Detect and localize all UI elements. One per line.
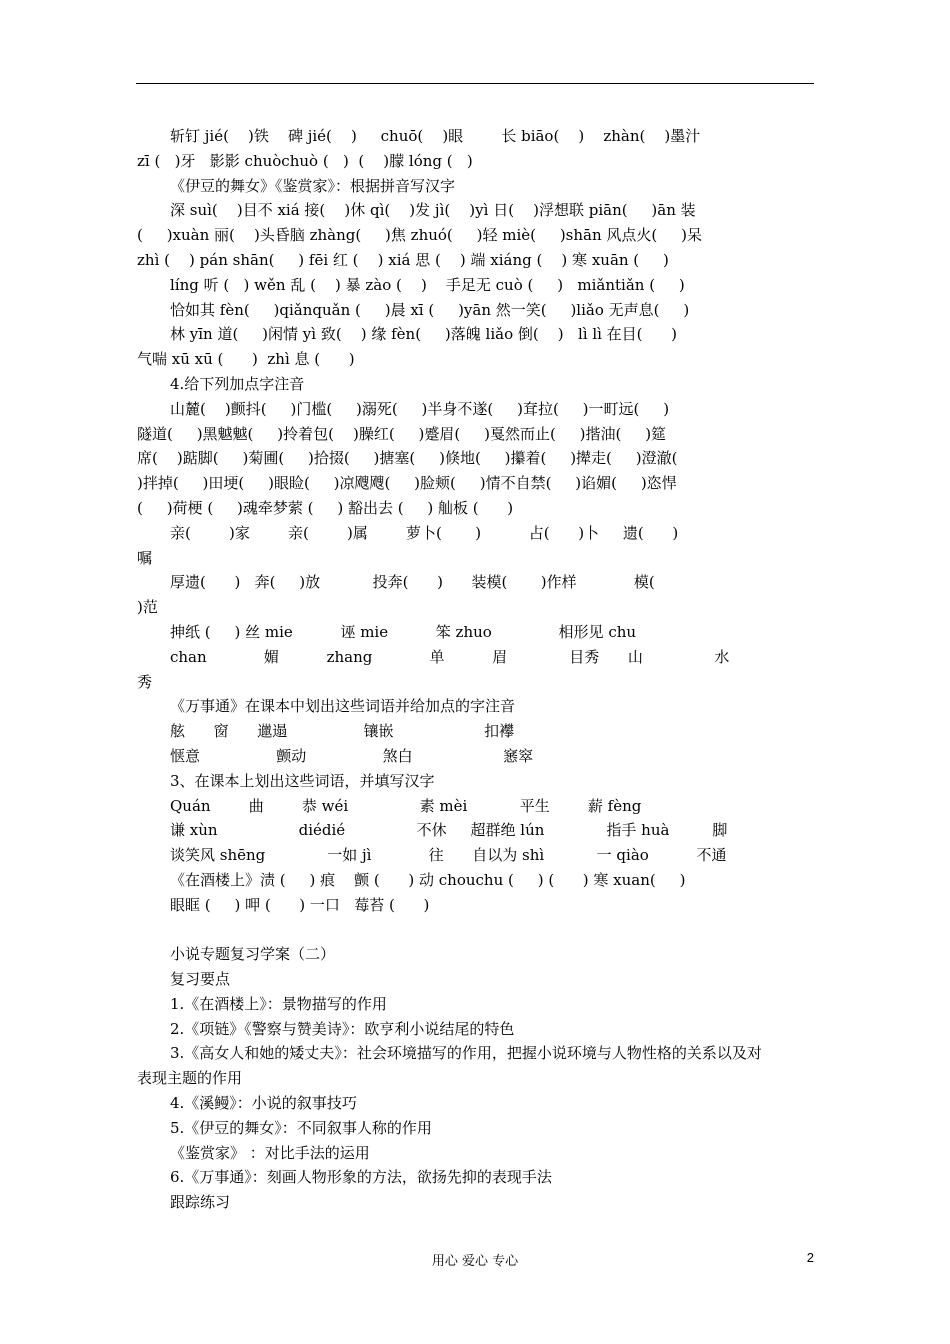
text-line: ( )荷梗 ( )魂牵梦萦 ( ) 豁出去 ( ) 舢板 ( ) [137, 498, 514, 517]
text-line: 恰如其 fèn( )qiǎnquǎn ( )晨 xī ( )yān 然一笑( )liǎo 无声息( ) [170, 300, 690, 319]
text-line: 惬意 颤动 煞白 窸窣 [170, 746, 534, 765]
text-line: Quán 曲 恭 wéi 素 mèi 平生 薪 fèng [170, 796, 642, 815]
text-line: 斩钉 jié( )铁 碑 jié( ) chuō( )眼 长 biāo( ) zhàn( )墨汁 [170, 127, 701, 145]
text-line: zī ( )牙 影影 chuòchuò ( ) ( )朦 lóng ( ) [137, 151, 473, 170]
text-line: 跟踪练习 [170, 1193, 231, 1212]
text-line: 表现主题的作用 [137, 1069, 243, 1088]
header-rule [136, 83, 814, 84]
document-body [137, 124, 814, 1215]
text-line: 厚遗( ) 奔( )放 投奔( ) 装模( )作样 模( [170, 573, 655, 592]
text-line: 秀 [137, 672, 153, 691]
text-line: 席( )踮脚( )菊圃( )拾掇( )搪塞( )倏地( )攥着( )撵走( )澄澈( [137, 449, 678, 468]
text-line: 6.《万事通》：刻画人物形象的方法，欲扬先抑的表现手法 [170, 1168, 552, 1187]
text-line: líng 听 ( ) wěn 乱 ( ) 暴 zào ( ) 手足无 cuò ( ) miǎntiǎn ( ) [170, 275, 685, 294]
text-line: 山麓( )颤抖( )门槛( )溺死( )半身不遂( )耷拉( )一町远( ) [170, 399, 670, 418]
text-line: chan 媚 zhang 单 眉 目秀 山 水 [170, 647, 730, 666]
text-line: 小说专题复习学案（二） [170, 945, 336, 964]
text-line: 4.《溪鳗》：小说的叙事技巧 [170, 1094, 357, 1113]
footer-motto: 用心 爱心 专心 [431, 1254, 519, 1269]
text-line: zhì ( ) pán shān( ) fēi 红 ( ) xiá 思 ( ) 端 xiáng ( ) 寒 xuān ( ) [137, 250, 669, 269]
text-line: 林 yīn 道( )闲情 yì 致( ) 缘 fèn( )落魄 liǎo 倒( ) lì lì 在目( ) [170, 325, 677, 344]
text-line: 3.《高女人和她的矮丈夫》：社会环境描写的作用，把握小说环境与人物性格的关系以及对 [170, 1044, 762, 1063]
text-line: 3、在课本上划出这些词语，并填写汉字 [170, 771, 435, 790]
text-line: 舷 窗 邋遢 镶嵌 扣襻 [170, 722, 515, 741]
text-line: )拌掉( )田埂( )眼睑( )凉飕飕( )脸颊( )情不自禁( )谄媚( )恣悍 [137, 474, 677, 493]
text-line: 4.给下列加点字注音 [170, 374, 305, 393]
text-line: 谈笑风 shēng 一如 jì 往 自以为 shì 一 qiào 不通 [170, 846, 727, 865]
text-line: 5.《伊豆的舞女》：不同叙事人称的作用 [170, 1118, 432, 1137]
text-line: 眼眶 ( ) 呷 ( ) 一口 莓苔 ( ) [170, 895, 430, 914]
text-line: 亲( )家 亲( )属 萝卜( ) 占( )卜 遗( ) [170, 523, 679, 542]
text-line: 《在酒楼上》渍 ( ) 痕 颤 ( ) 动 chouchu ( ) ( ) 寒 xuan( ) [170, 870, 686, 889]
text-line: 复习要点 [170, 970, 231, 989]
text-line: 《万事通》在课本中划出这些词语并给加点的字注音 [170, 697, 516, 716]
text-line: 抻纸 ( ) 丝 mie 诬 mie 笨 zhuo 相形见 chu [170, 622, 637, 641]
text-line: 1.《在酒楼上》：景物描写的作用 [170, 994, 387, 1013]
text-line: ( )xuàn 丽( )头昏脑 zhàng( )焦 zhuó( )轻 miè( )shān 风点火( )呆 [137, 226, 702, 245]
text-line: 嘱 [137, 548, 153, 567]
blank-line [137, 918, 814, 943]
text-line: 谦 xùn diédié 不休 超群绝 lún 指手 huà 脚 [170, 821, 728, 840]
text-line: 《伊豆的舞女》《鉴赏家》：根据拼音写汉字 [170, 176, 456, 195]
text-line: 气喘 xū xū ( ) zhì 息 ( ) [137, 350, 355, 369]
text-line: 2.《项链》《警察与赞美诗》：欧亨利小说结尾的特色 [170, 1019, 515, 1038]
text-line: 深 suì( )目不 xiá 接( )休 qì( )发 jì( )yì 日( )浮想联 piān( )ān 装 [170, 201, 696, 220]
page-number: 2 [806, 1250, 814, 1265]
text-line: 隧道( )黑魆魆( )拎着包( )臊红( )蹙眉( )戛然而止( )揩油( )筵 [137, 424, 667, 443]
text-line: )范 [137, 598, 158, 617]
text-line: 《鉴赏家》 ：对比手法的运用 [170, 1143, 370, 1162]
